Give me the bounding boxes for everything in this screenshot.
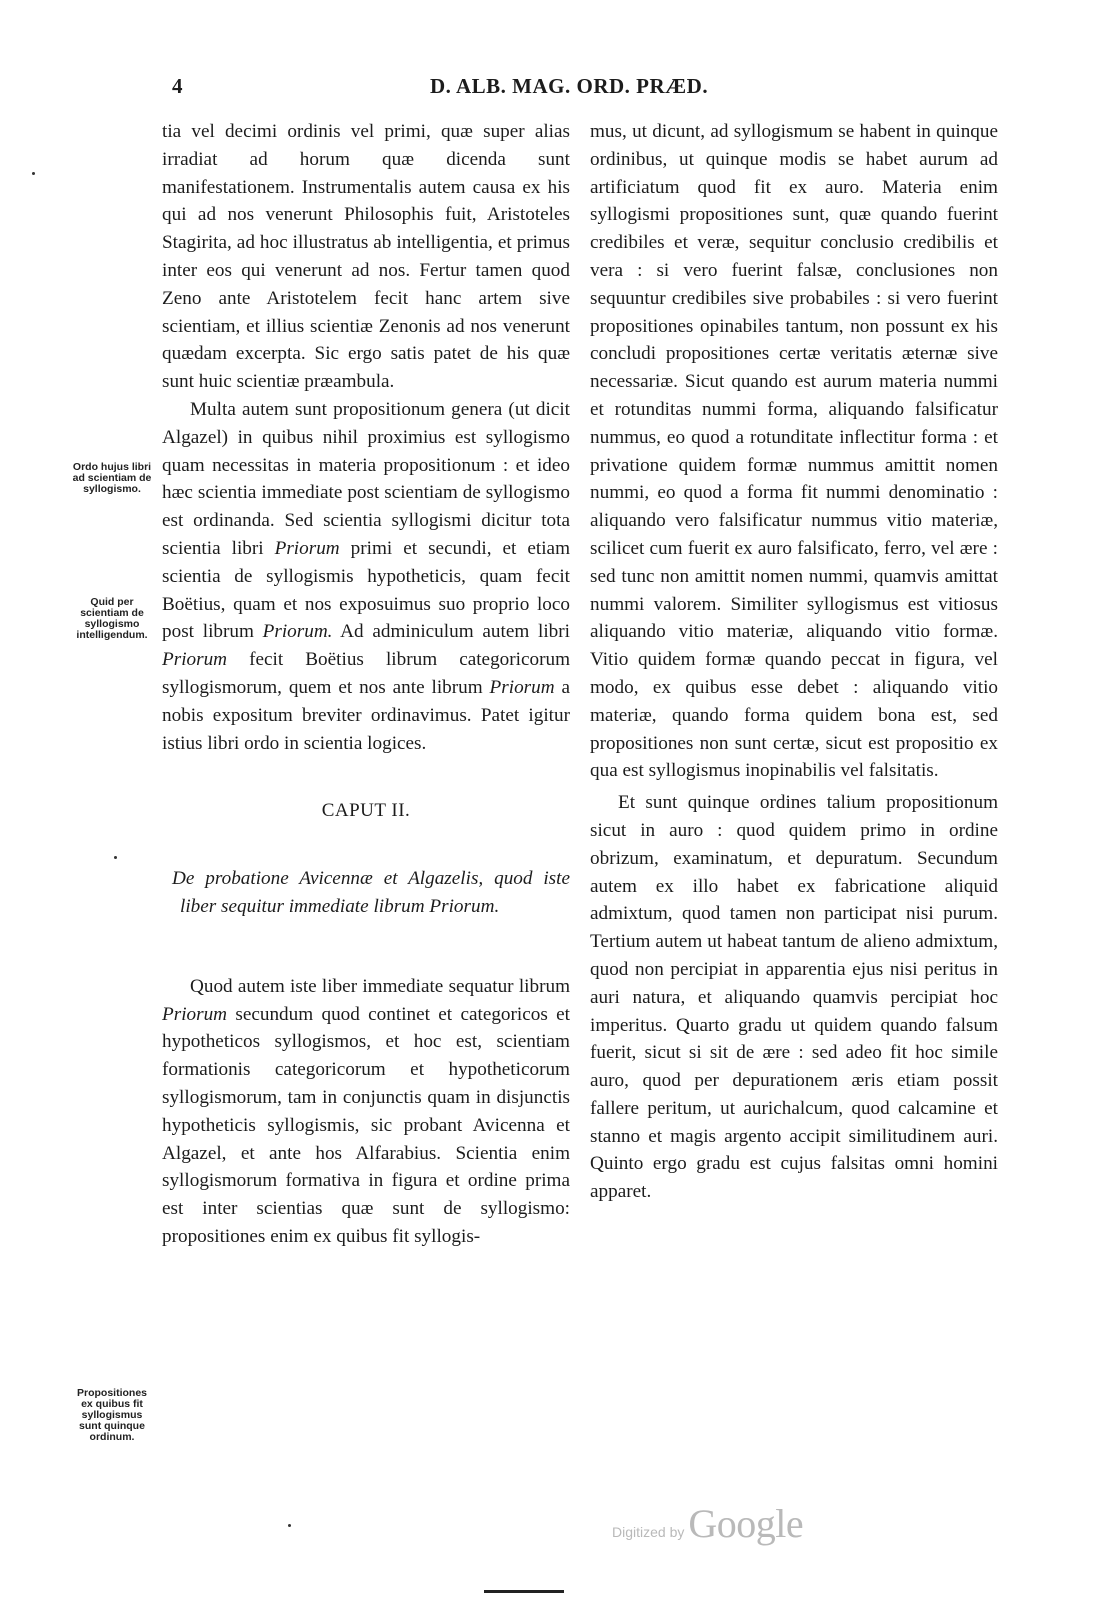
- chapter-heading: CAPUT II.: [321, 800, 411, 822]
- left-column: [162, 118, 570, 1251]
- text-span: primi et secundi, et etiam scientia de syllogismis hypotheticis, quam fecit Boëtius, quam et nos exposuimus suo proprio loco post librum: [162, 537, 570, 643]
- text-span: Multa autem sunt propositionum genera (ut dicit Algazel) in quibus nihil proximius est syllogismo quam necessitas in materia propositionum : et ideo hæc scientia immediate post scientiam de syllogismo est ordinanda. Sed scientia syllogismi dicitur tota scientia libri: [162, 398, 570, 559]
- text-span: Quod autem iste liber immediate sequatur librum: [190, 975, 570, 997]
- right-paragraph-2: Et sunt quinque ordines talium propositionum sicut in auro : quod quidem primo in ordine obrizum, examinatum, et depuratum. Secundum autem ex illo habet ex fabricatione aliquid admixtum, quod tamen non participat nisi purum. Tertium autem ut habeat tantum de alieno admixtum, quod non percipiat in apparentia ejus nisi peritus in auri natura, et aliquando quamvis percipiat hoc imperitus. Quarto gradu ut quidem quando falsum fuerit, sicut si sit de ære : sed adeo fit hoc simile auro, quod per depurationem æris etiam possit fallere peritum, ut aurichalcum, quod calcamine et stanno et magis argento accipit similitudinem auri. Quinto ergo gradu est cujus falsitas omni homini apparet.: [590, 792, 998, 1203]
- ink-speck: [32, 172, 35, 175]
- margin-note: Quid per scientiam de syllogismo intelligendum.: [76, 596, 148, 641]
- book-title-priorum: Priorum: [162, 1003, 228, 1025]
- book-title-priorum: Priorum.: [262, 621, 333, 643]
- margin-note: Propositiones ex quibus fit syllogismus sunt quinque ordinum.: [76, 1387, 147, 1443]
- book-title-priorum: Priorum: [489, 676, 555, 698]
- text-span: fecit Boëtius librum categoricorum syllogismorum, quem et nos ante librum: [162, 649, 570, 698]
- bottom-rule: [484, 1590, 564, 1593]
- right-column: [590, 118, 998, 1206]
- page-number: 4: [172, 74, 183, 98]
- running-title: D. ALB. MAG. ORD. PRÆD.: [430, 74, 709, 98]
- ink-speck: [114, 856, 117, 859]
- text-span: Ad adminiculum autem libri: [332, 621, 570, 643]
- ink-speck: [288, 1524, 291, 1527]
- left-paragraph-2: [162, 396, 570, 757]
- digitized-label: Digitized by: [612, 1524, 685, 1540]
- left-paragraph-3: [162, 973, 570, 1251]
- digitized-watermark: [612, 1500, 803, 1547]
- right-paragraph-1: mus, ut dicunt, ad syllogismum se habent in quinque ordinibus, ut quinque modis se habet aurum ad artificiatum quod fit ex auro. Materia enim syllogismi propositiones sunt, quæ quando fuerint credibiles et veræ, sequitur conclusio credibilis et vera : si vero fuerint falsæ, conclusiones non sequuntur credibiles sive probabiles : si vero fuerint propositiones opinabiles tantum, non possunt ex his concludi propositiones certæ veritatis æternæ sive necessariæ. Sicut quando est aurum materia nummi et rotunditas nummi forma, aliquando falsificatur nummus, eo quod a rotunditate inflectitur forma : et privatione quidem formæ nummus amittit nomen nummi, eo quod a forma fit nummi denominatio : aliquando vero falsificatur nummus vitio materiæ, scilicet cum fuerit ex auro falsificato, ferro, vel ære : sed tunc non amittit nomen nummi, quamvis amittat nummi valorem. Similiter syllogismus est vitiosus aliquando vitio materiæ, aliquando vitio formæ. Vitio quidem formæ quando peccat in figura, vel modo, ex quibus esse debet : aliquando vitio materiæ, quando forma quidem bona est, sed propositiones non sunt certæ, sicut est propositio ex qua est syllogismus inopinabilis vel falsitatis.: [590, 121, 998, 782]
- text-span: secundum quod continet et categoricos et hypotheticos syllogismos, et hoc est, scientiam formationis categoricorum et hypotheticorum syllogismorum, tam in conjunctis quam in disjunctis hypotheticis syllogismis, sic probant Avicenna et Algazel, et ante hos Alfarabius. Scientia enim syllogismorum formativa in figura et ordine prima est inter scientias quæ sunt de syllogismo: propositiones enim ex quibus fit syllogis-: [162, 1003, 570, 1247]
- left-paragraph-1: tia vel decimi ordinis vel primi, quæ super alias irradiat ad horum quæ dicenda sunt manifestationem. Instrumentalis autem causa ex his qui ad nos venerunt Philosophis fuit, Aristoteles Stagirita, ad hoc illustratus ab intelligentia, et primus inter eos qui venerunt ad nos. Fertur tamen quod Zeno ante Aristotelem fecit hanc artem sive scientiam, et illius scientiæ Zenonis ad nos venerunt quædam excerpta. Sic ergo satis patet de his quæ sunt huic scientiæ præambula.: [162, 121, 570, 393]
- margin-note: Ordo hujus libri ad scientiam de syllogismo.: [72, 461, 152, 495]
- chapter-summary: De probatione Avicennæ et Algazelis, quod iste liber sequitur immediate librum Priorum.: [172, 868, 570, 917]
- text-span: a nobis expositum breviter ordinavimus. Patet igitur istius libri ordo in scientia logices.: [162, 676, 570, 754]
- book-title-priorum: Priorum: [274, 537, 340, 559]
- google-logo: Google: [688, 1501, 804, 1546]
- book-title-priorum: Priorum: [162, 649, 228, 671]
